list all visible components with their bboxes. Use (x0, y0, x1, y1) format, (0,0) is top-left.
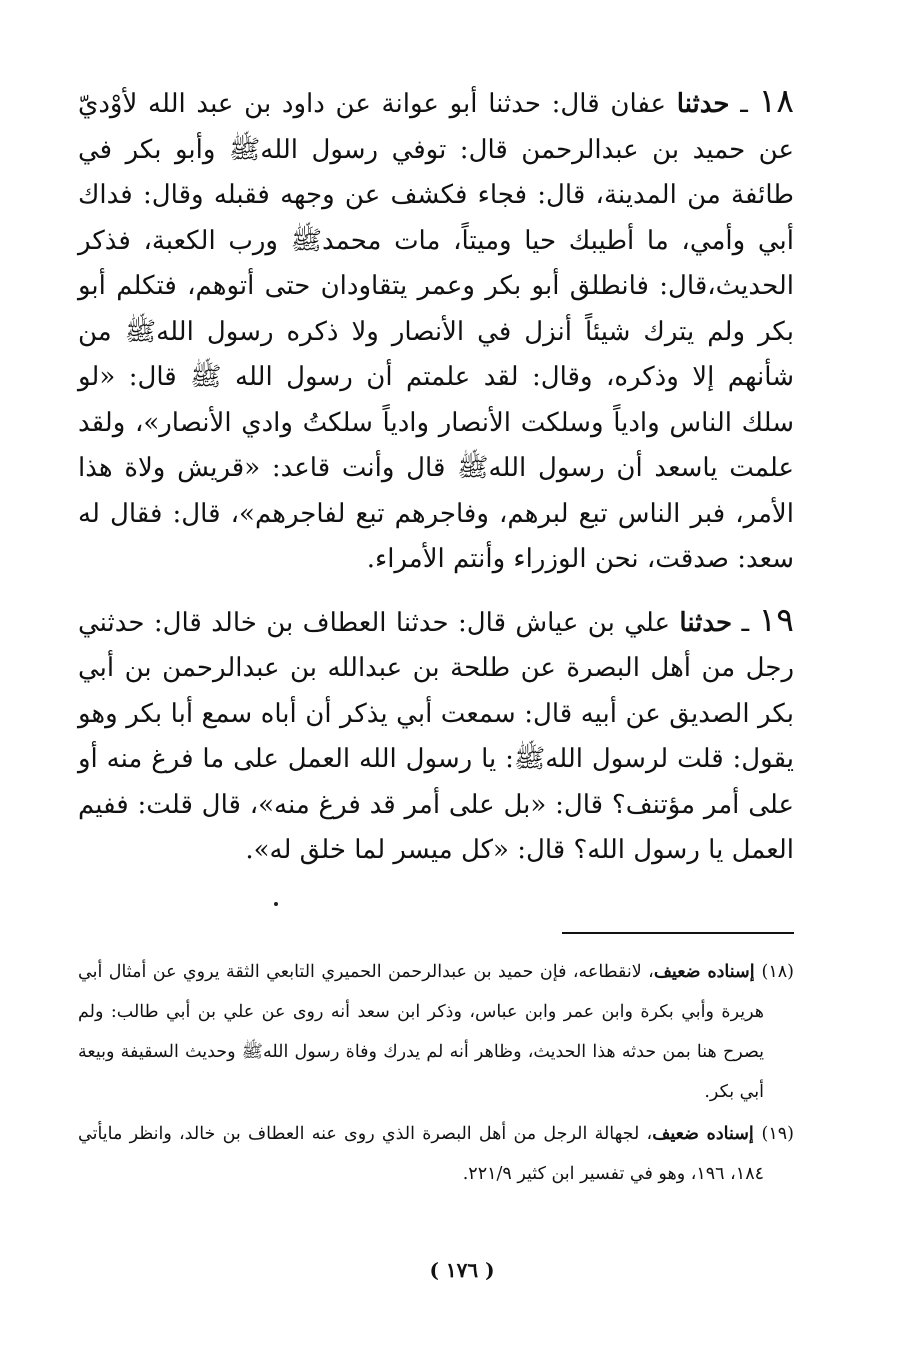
hadith-number: ١٩ (758, 599, 794, 639)
hadith-dash: ـ (729, 89, 759, 119)
page-number: ( ١٧٦ ) (429, 1258, 495, 1282)
hadith-number: ١٨ (758, 81, 794, 120)
hadith-dash: ـ (732, 607, 759, 638)
footnote-18 (78, 952, 794, 1112)
hadith-19 (78, 597, 794, 874)
footnote-19 (78, 1114, 794, 1194)
hadith-text: عفان قال: حدثنا أبو عوانة عن داود بن عبد الله لأوْديّ عن حميد بن عبدالرحمن قال: توفي رسول اللهﷺ وأبو بكر في طائفة من المدينة، قال: فجاء فكشف عن وجهه فقبله وقال: فداك أبي وأمي، ما أطيبك حيا وميتاً، مات محمدﷺ ورب الكعبة، فذكر الحديث،قال: فانطلق أبو بكر وعمر يتقاودان حتى أتوهم، فتكلم أبو بكر ولم يترك شيئاً أنزل في الأنصار ولا ذكره رسول اللهﷺ من شأنهم إلا وذكره، وقال: لقد علمتم أن رسول الله ﷺ قال: «لو سلك الناس وادياً وسلكت الأنصار وادياً سلكتُ وادي الأنصار»، ولقد علمت ياسعد أن رسول اللهﷺ قال وأنت قاعد: «قريش ولاة هذا الأمر، فبر الناس تبع لبرهم، وفاجرهم تبع لفاجرهم»، قال: فقال له سعد: صدقت، نحن الوزراء وأنتم الأمراء. (78, 89, 794, 574)
hadith-lead-word: حدثنا (676, 89, 730, 119)
hadith-lead-word: حدثنا (679, 607, 733, 638)
footnote-text: ، لجهالة الرجل من أهل البصرة الذي روى عنه العطاف بن خالد، وانظر مايأتي ١٨٤، ١٩٦، وهو في تفسير ابن كثير ٢٢١/٩. (78, 1124, 764, 1184)
hadith-text: علي بن عياش قال: حدثنا العطاف بن خالد قال: حدثني رجل من أهل البصرة عن طلحة بن عبدالله بن عبدالرحمن بن أبي بكر الصديق عن أبيه قال: سمعت أبي يذكر أن أباه سمع أبا بكر وهو يقول: قلت لرسول اللهﷺ: يا رسول الله العمل على ما فرغ منه أو على أمر مؤتنف؟ قال: «بل على أمر قد فرغ منه»، قال قلت: ففيم العمل يا رسول الله؟ قال: «كل ميسر لما خلق له». (78, 607, 794, 865)
footnote-divider (562, 932, 794, 934)
main-text (78, 78, 794, 874)
footnote-number: (١٨) (761, 962, 794, 982)
footnote-label: إسناده ضعيف (653, 962, 762, 982)
footnote-number: (١٩) (761, 1124, 794, 1144)
stray-mark (274, 902, 278, 906)
footnote-text: ، لانقطاعه، فإن حميد بن عبدالرحمن الحميري التابعي الثقة يروي عن أمثال أبي هريرة وأبي بكرة وابن عمر وابن عباس، وذكر ابن سعد أنه روى عن علي بن أبي طالب: ولم يصرح هنا بمن حدثه هذا الحديث، وظاهر أنه لم يدرك وفاة رسول اللهﷺ وحديث السقيفة وبيعة أبي بكر. (78, 962, 764, 1102)
hadith-18 (78, 78, 794, 583)
footnote-label: إسناده ضعيف (652, 1124, 762, 1144)
footnotes (78, 952, 794, 1196)
